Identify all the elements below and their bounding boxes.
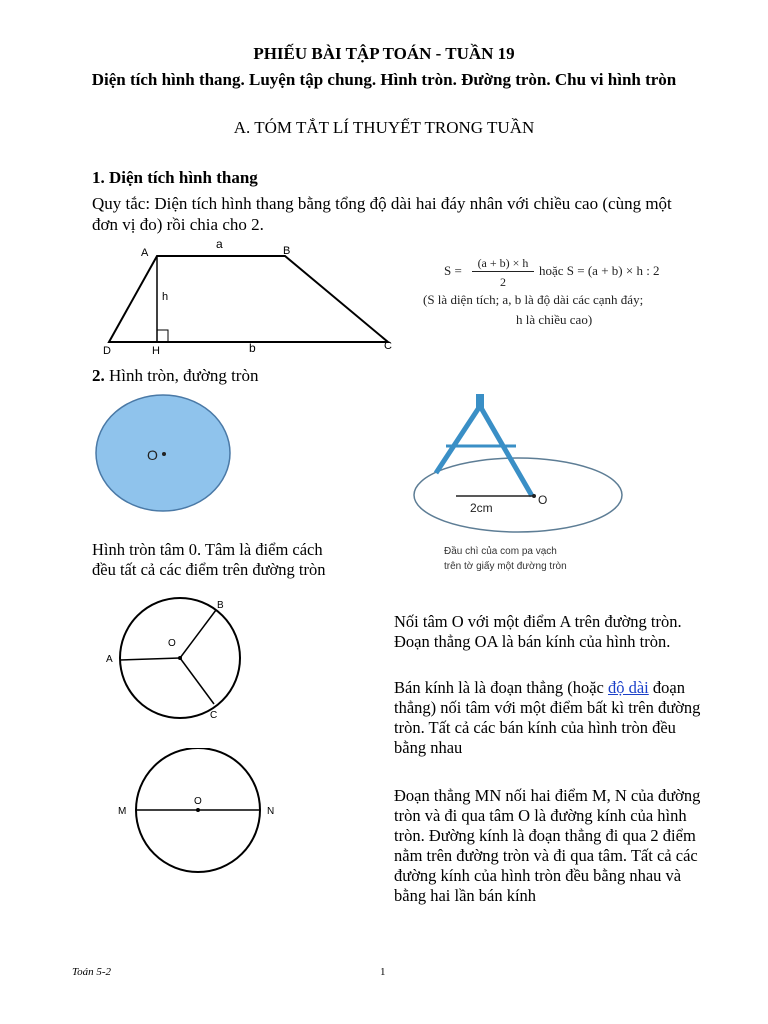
label-b: b xyxy=(249,341,256,355)
radius-oc xyxy=(180,658,214,704)
page-subtitle: Diện tích hình thang. Luyện tập chung. Hình tròn. Đường tròn. Chu vi hình tròn xyxy=(91,70,677,89)
radius-text-1: Nối tâm O với một điểm A trên đường tròn. Đoạn thẳng OA là bán kính của hình tròn. xyxy=(394,612,682,651)
compass-leg-right xyxy=(480,406,532,496)
label-H: H xyxy=(152,345,160,357)
compass-handle xyxy=(476,394,484,408)
diameter-label-m: M xyxy=(118,806,127,817)
trapezoid-shape xyxy=(109,256,388,342)
formula-s: S = xyxy=(444,263,462,278)
diameter-text: Đoạn thẳng MN nối hai điểm M, N của đường tròn và đi qua tâm O là đường kính của hình tròn. Đường kính là đoạn thẳng đi qua 2 điểm nằm trên đường tròn và đi qua tâm. Tất cả các đường kính của hình tròn đều bằng nhau và bằng hai lần bán kính xyxy=(394,786,701,905)
compass-caption: Đầu chì của com pa vạch trên tờ giấy một đường tròn xyxy=(444,546,567,572)
link-do-dai[interactable]: độ dài xyxy=(607,678,649,697)
trapezoid-diagram xyxy=(95,232,405,360)
diameter-diagram xyxy=(110,748,290,888)
radius-text-2: Bán kính là là đoạn thẳng (hoặc độ dài đoạn thẳng) nối tâm với một điểm bất kì trên đường tròn. Tất cả các bán kính của hình tròn đều bằng nhau xyxy=(394,678,701,757)
radius-ob xyxy=(180,610,216,658)
center-label: O xyxy=(147,447,158,463)
section-heading: A. TÓM TẮT LÍ THUYẾT TRONG TUẦN xyxy=(233,118,535,137)
formula-note-1: (S là diện tích; a, b là độ dài các cạnh đáy; xyxy=(423,292,644,307)
page-title: PHIẾU BÀI TẬP TOÁN - TUẦN 19 xyxy=(253,44,515,63)
part2-heading: 2. Hình tròn, đường tròn xyxy=(92,366,259,385)
label-a: a xyxy=(216,237,223,251)
radius-center xyxy=(178,656,182,660)
label-h: h xyxy=(162,291,169,303)
diameter-label-o: O xyxy=(194,796,202,807)
page-number: 1 xyxy=(380,966,386,978)
filled-circle-diagram xyxy=(93,392,235,514)
formula-denominator: 2 xyxy=(500,275,506,289)
label-C: C xyxy=(384,340,392,352)
right-angle-mark xyxy=(157,330,168,342)
radius-label-b: B xyxy=(217,600,224,611)
diameter-label-n: N xyxy=(267,806,275,817)
trapezoid-rule: Quy tắc: Diện tích hình thang bằng tổng độ dài hai đáy nhân với chiều cao (cùng một đơn vị đo) rồi chia cho 2. xyxy=(92,194,672,234)
compass-diagram xyxy=(392,388,632,538)
formula-alt: hoặc S = (a + b) × h : 2 xyxy=(539,263,660,278)
radius-label-o: O xyxy=(168,638,176,649)
footer-label: Toán 5-2 xyxy=(72,966,112,978)
label-o-compass: O xyxy=(538,493,548,507)
part1-heading: 1. Diện tích hình thang xyxy=(92,168,258,187)
compass-leg-left xyxy=(436,406,480,473)
label-B: B xyxy=(283,245,291,257)
diameter-center xyxy=(196,808,200,812)
label-2cm: 2cm xyxy=(470,501,493,515)
center-dot xyxy=(162,452,166,456)
formula-note-2: h là chiều cao) xyxy=(516,312,593,327)
compass-center xyxy=(532,494,536,498)
radius-label-c: C xyxy=(210,710,218,721)
radius-oa xyxy=(120,658,180,660)
circle-description: Hình tròn tâm 0. Tâm là điểm cách đều tất cả các điểm trên đường tròn xyxy=(92,540,326,579)
radius-diagram xyxy=(104,594,264,724)
radius-label-a: A xyxy=(106,654,113,665)
label-A: A xyxy=(141,247,149,259)
label-D: D xyxy=(103,345,111,357)
formula-numerator: (a + b) × h xyxy=(472,256,534,272)
